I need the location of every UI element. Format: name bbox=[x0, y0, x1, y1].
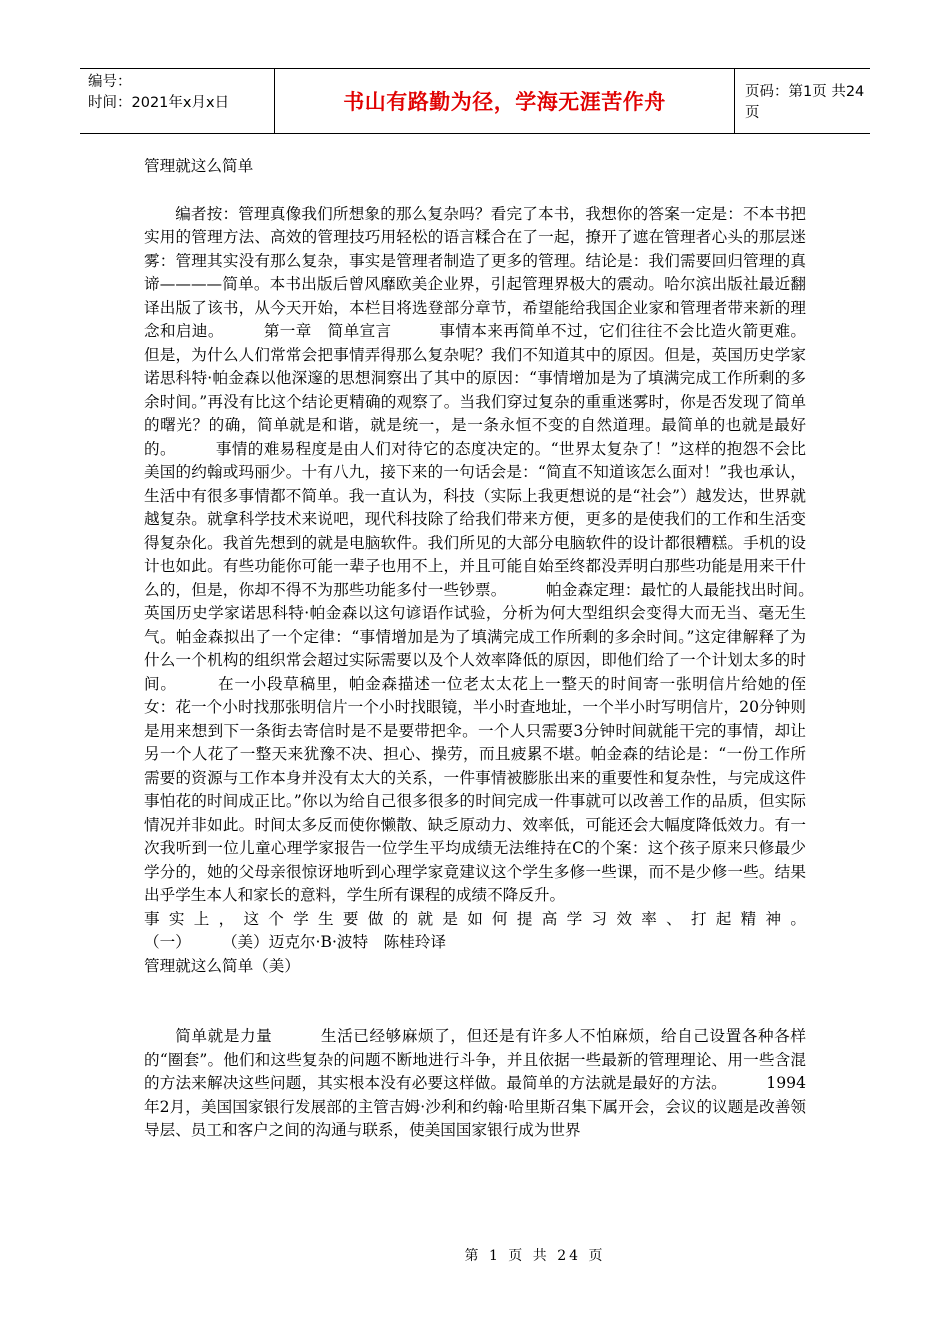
header-motto-cell bbox=[275, 69, 735, 133]
body-paragraph: 编者按：管理真像我们所想象的那么复杂吗？看完了本书，我想你的答案一定是：不本书把实用的管理方法、高效的管理技巧用轻松的语言糅合在了一起，撩开了遮在管理者心头的那层迷雾：管理其实没有那么复杂，事实是管理者制造了更多的管理。结论是：我们需要回归管理的真谛————简单。本书出版后曾风靡欧美企业界，引起管理界极大的震动。哈尔滨出版社最近翻译出版了该书，从今天开始，本栏目将选登部分章节，希望能给我国企业家和管理者带来新的理念和启迪。 第一章 简单宣言 事情本来再简单不过，它们往往不会比造火箭更难。但是，为什么人们常常会把事情弄得那么复杂呢？我们不知道其中的原因。但是，英国历史学家诺思科特·帕金森以他深邃的思想洞察出了其中的原因：“事情增加是为了填满完成工作所剩的多余时间。”再没有比这个结论更精确的观察了。当我们穿过复杂的重重迷雾时，你是否发现了简单的曙光？的确，简单就是和谐，就是统一，是一条永恒不变的自然道理。最简单的也就是最好的。 事情的难易程度是由人们对待它的态度决定的。“世界太复杂了！”这样的抱怨不会比美国的约翰或玛丽少。十有八九，接下来的一句话会是：“简直不知道该怎么面对！”我也承认，生活中有很多事情都不简单。我一直认为，科技（实际上我更想说的是“社会”）越发达，世界就越复杂。就拿科学技术来说吧，现代科技除了给我们带来方便，更多的是使我们的工作和生活变得复杂化。我首先想到的就是电脑软件。我们所见的大部分电脑软件的设计都很糟糕。手机的设计也如此。有些功能你可能一辈子也用不上，并且可能自始至终都没弄明白那些功能是用来干什么的，但是，你却不得不为那些功能多付一些钞票。 帕金森定理：最忙的人最能找出时间。 英国历史学家诺思科特·帕金森以这句谚语作试验，分析为何大型组织会变得大而无当、毫无生气。帕金森拟出了一个定律：“事情增加是为了填满完成工作所剩的多余时间。”这定律解释了为什么一个机构的组织常会超过实际需要以及个人效率降低的原因，即他们给了一个计划太多的时间。 在一小段草稿里，帕金森描述一位老太太花上一整天的时间寄一张明信片给她的侄女：花一个小时找那张明信片一个小时找眼镜，半小时查地址，一个半小时写明信片，20分钟则是用来想到下一条街去寄信时是不是要带把伞。一个人只需要3分钟时间就能干完的事情，却让另一个人花了一整天来犹豫不决、担心、操劳，而且疲累不堪。帕金森的结论是：“一份工作所需要的资源与工作本身并没有太大的关系，一件事情被膨胀出来的重要性和复杂性，与完成这件事怕花的时间成正比。”你以为给自己很多很多的时间完成一件事就可以改善工作的品质，但实际情况并非如此。时间太多反而使你懒散、缺乏原动力、效率低，可能还会大幅度降低效力。有一次我听到一位儿童心理学家报告一位学生平均成绩无法维持在C的个案：这个孩子原来只修最少学分的，她的父母亲很惊讶地听到心理学家竟建议这个学生多修一些课，而不是少修一些。结果出乎学生本人和家长的意料，学生所有课程的成绩不降反升。 bbox=[144, 204, 853, 904]
header-page-number: 页码：第1页 共24页 bbox=[745, 84, 865, 121]
translator-credit: （一） （美）迈克尔·B·波特 陈桂玲译 bbox=[144, 933, 447, 951]
document-body bbox=[144, 155, 853, 1143]
document-time: 时间：2021年x月x日 bbox=[88, 95, 230, 111]
section-title: 管理就这么简单 bbox=[144, 157, 254, 175]
document-number: 编号： bbox=[88, 74, 132, 90]
page-footer: 第 1 页 共 24 页 bbox=[464, 1248, 606, 1264]
header-motto: 书山有路勤为径，学海无涯苦作舟 bbox=[343, 90, 666, 114]
header-meta bbox=[80, 69, 275, 133]
body-paragraph-last-line: 事实上，这个学生要做的就是如何提高学习效率、打起精神。 bbox=[144, 909, 806, 928]
section-title: 管理就这么简单（美） bbox=[144, 956, 300, 975]
body-paragraph: 简单就是力量 生活已经够麻烦了，但还是有许多人不怕麻烦，给自己设置各种各样的“圈套”。他们和这些复杂的问题不断地进行斗争，并且依据一些最新的管理理论、用一些含混的方法来解决这些问题，其实根本没有必要这样做。最简单的方法就是最好的方法。 1994年2月，美国国家银行发展部的主管吉姆·沙利和约翰·哈里斯召集下属开会，会议的议题是改善领导层、员工和客户之间的沟通与联系，使美国国家银行成为世界 bbox=[144, 1027, 806, 1139]
page-header bbox=[80, 68, 870, 134]
